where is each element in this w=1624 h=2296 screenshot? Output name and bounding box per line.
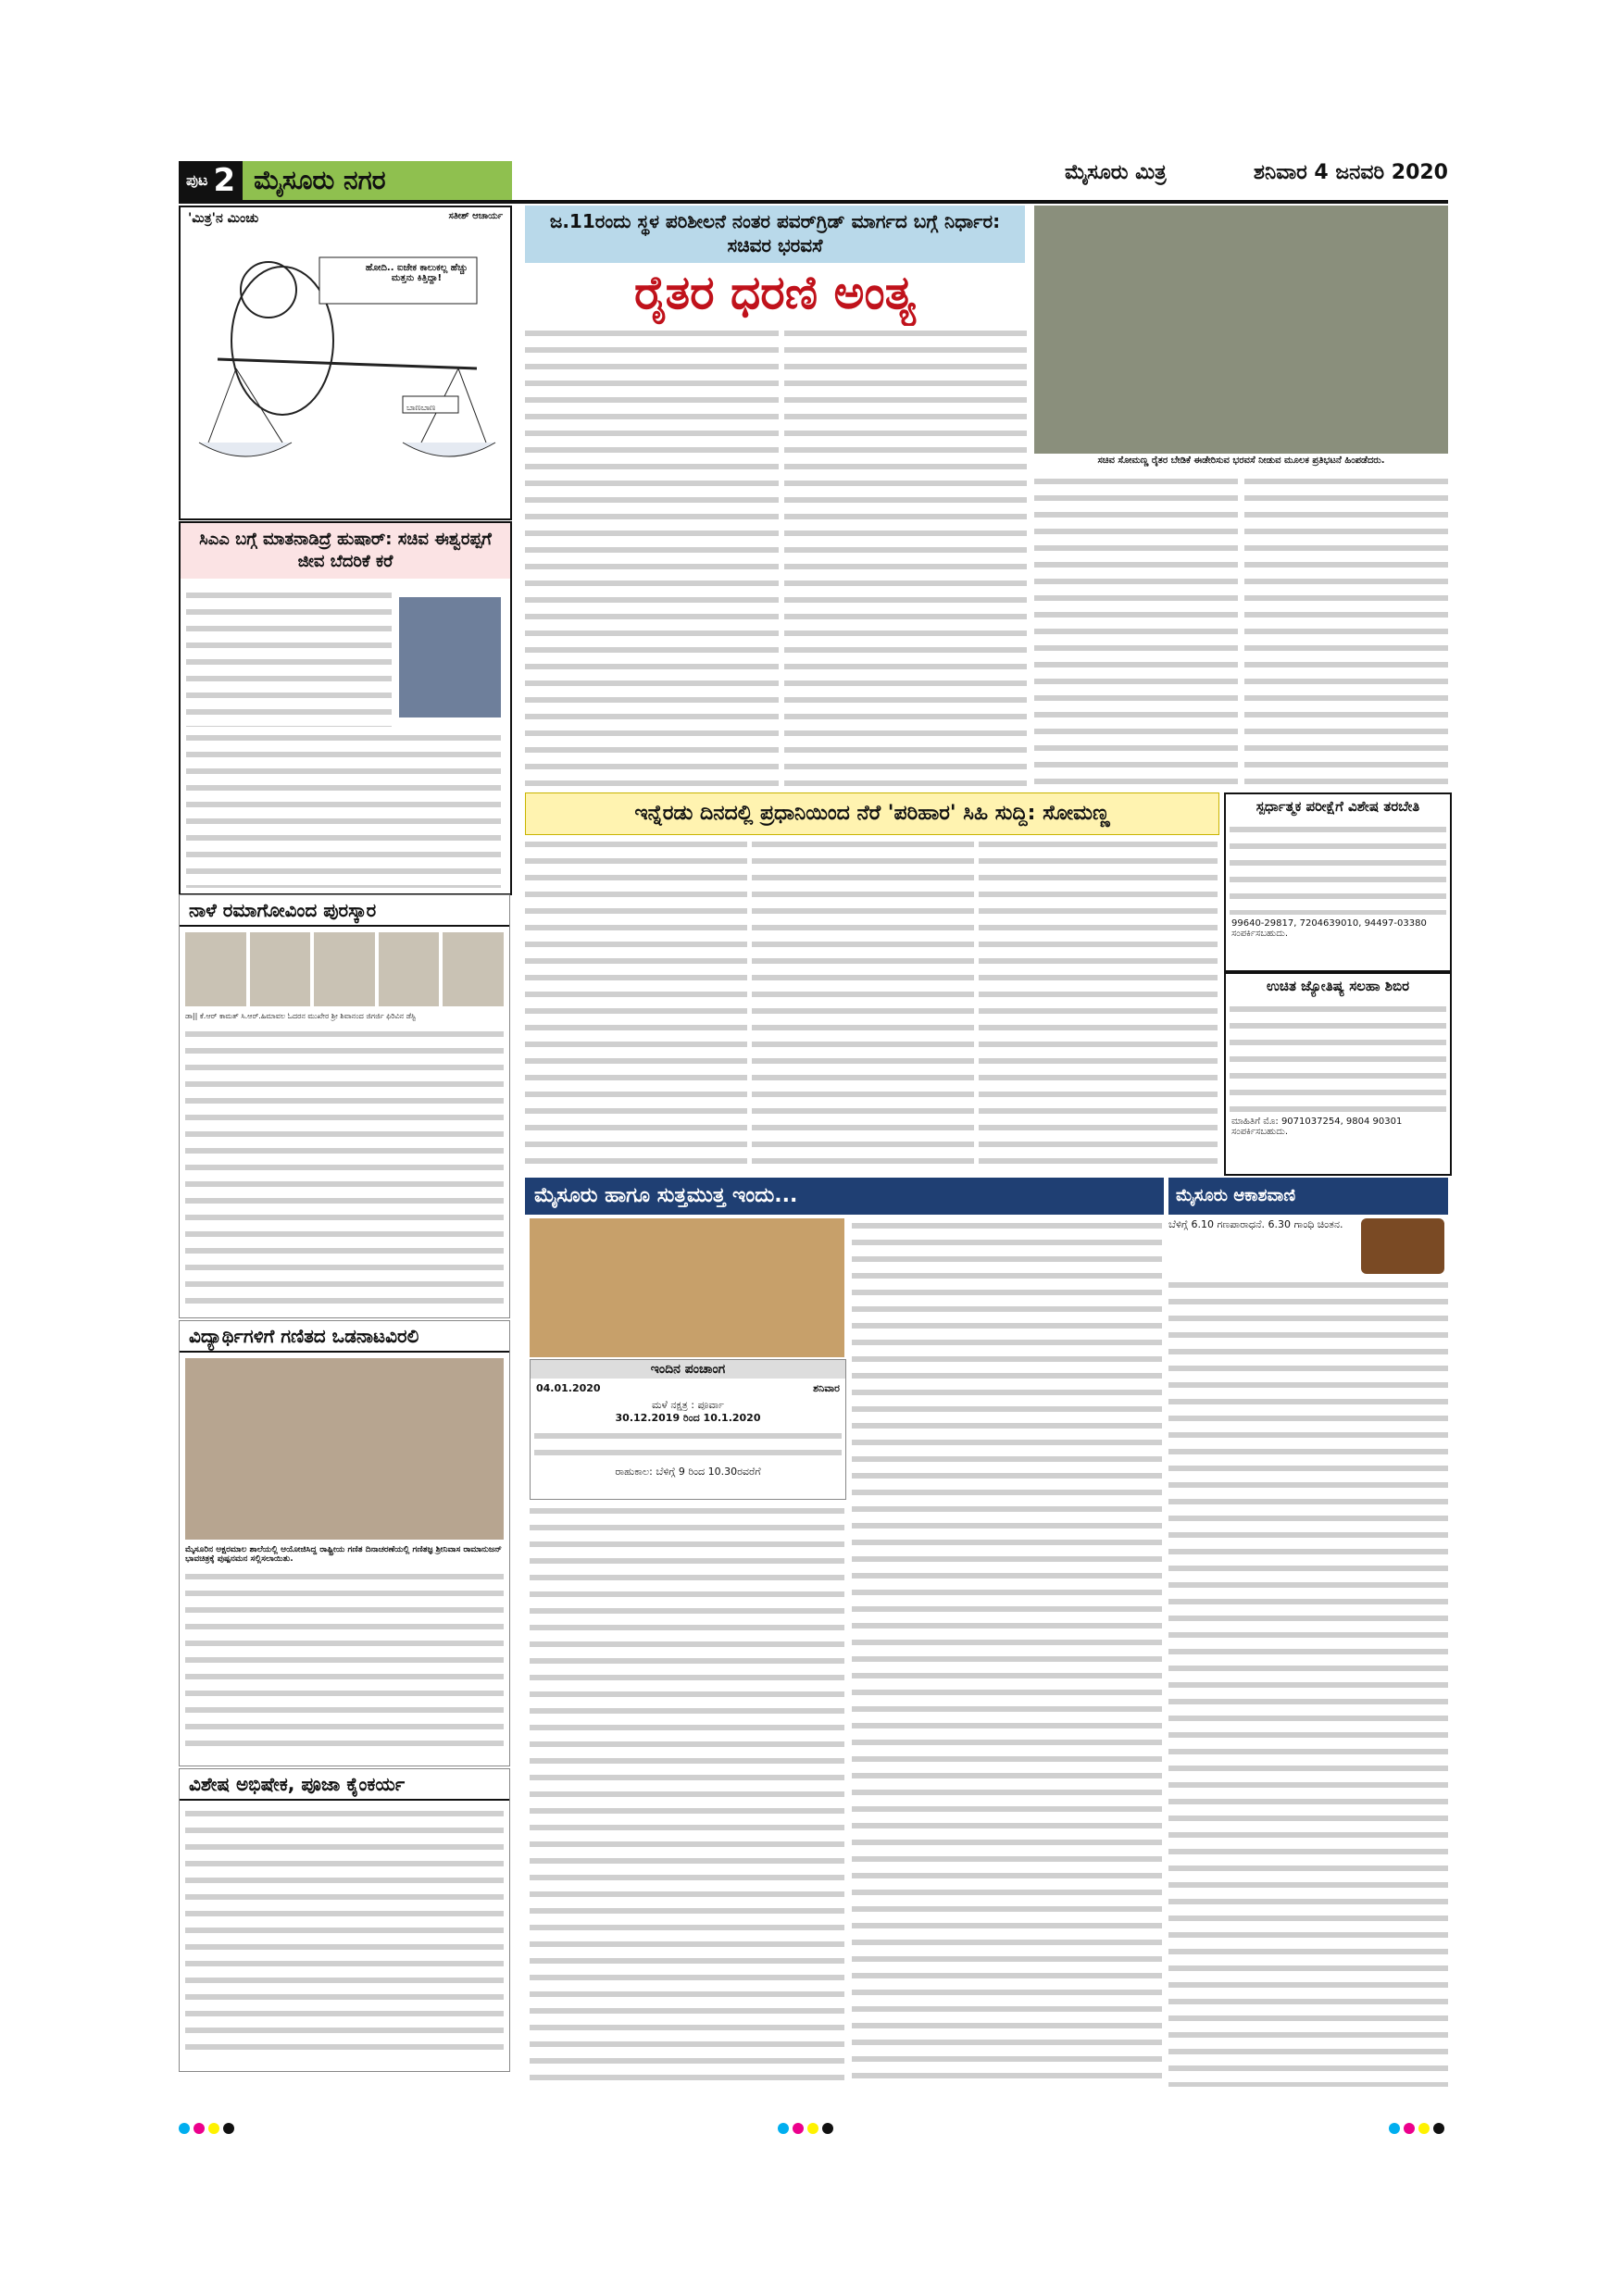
story-math-photo bbox=[185, 1358, 504, 1540]
page-header-bar bbox=[179, 161, 512, 200]
cartoon-speech-bubble: ಹೋದಿ.. ಐಜೇಕ ಕಾಲುಕಲ್ಲ ಹೆಚ್ಚು ಮತ್ತನು ಕಿತ್ತಿದ್ದಾ! bbox=[365, 263, 468, 283]
cyan-dot-icon bbox=[179, 2123, 190, 2134]
panchanga-date: 04.01.2020 bbox=[536, 1382, 601, 1394]
cartoon-box bbox=[179, 206, 512, 520]
panchanga-line2: 30.12.2019 ರಿಂದ 10.1.2020 bbox=[615, 1412, 761, 1424]
story-math-body bbox=[185, 1569, 504, 1754]
box-exam-coaching bbox=[1224, 792, 1452, 972]
page-number: 2 bbox=[213, 162, 236, 199]
black-dot-icon bbox=[1433, 2123, 1444, 2134]
lead-photo-caption: ಸಚಿವ ಸೋಮಣ್ಣ ರೈತರ ಬೇಡಿಕೆ ಈಡೇರಿಸುವ ಭರವಸೆ ನೀಡುವ ಮೂಲಕ ಪ್ರತಿಭಟನೆ ಹಿಂಪಡೆದರು. bbox=[1097, 455, 1385, 466]
magenta-dot-icon bbox=[793, 2123, 804, 2134]
story-pm-headline: ಇನ್ನೆರಡು ದಿನದಲ್ಲಿ ಪ್ರಧಾನಿಯಿಂದ ನೆರೆ 'ಪರಿಹಾರ' ಸಿಹಿ ಸುದ್ದಿ: ಸೋಮಣ್ಣ bbox=[525, 792, 1219, 835]
lead-body-col1 bbox=[525, 326, 779, 789]
lead-kicker-box bbox=[525, 206, 1025, 263]
story-rama-caption: ಡಾ|| ಕೆ.ಆರ್ ಕಾಮತ್ ಸಿ.ಆರ್.ಹಿಮಾವಲ ಓದರನ ಮುಖೇರ ಶ್ರೀ ಶಿವಾನಂದ ಜಿಗರ್ಜಿ ಫಿರಿವಿನ ಡೆಸ್ಟಿ bbox=[185, 1012, 416, 1020]
page-label: ಪುಟ bbox=[186, 171, 208, 189]
palace-photo bbox=[530, 1218, 844, 1357]
story-math bbox=[179, 1320, 510, 1766]
astro-body bbox=[1230, 1002, 1446, 1113]
awardee-photos bbox=[180, 927, 509, 1012]
cartoon-scale-label: ಬಾಣಬಾಣ bbox=[406, 404, 436, 413]
story-cia-photo bbox=[399, 597, 501, 718]
astro-title: ಉಚಿತ ಜ್ಯೋತಿಷ್ಯ ಸಲಹಾ ಶಿಬಿರ bbox=[1266, 978, 1410, 994]
registration-dots-left bbox=[179, 2120, 238, 2138]
awardee-photo bbox=[379, 932, 440, 1006]
panchanga-line3: ರಾಹುಕಾಲ: ಬೆಳಿಗ್ಗೆ 9 ರಿಂದ 10.30ರವರೆಗೆ bbox=[615, 1466, 761, 1478]
magenta-dot-icon bbox=[194, 2123, 205, 2134]
dateline: ಶನಿವಾರ 4 ಜನವರಿ 2020 bbox=[1253, 161, 1448, 184]
yellow-dot-icon bbox=[807, 2123, 818, 2134]
story-cia-headline: ಸಿಎಎ ಬಗ್ಗೆ ಮಾತನಾಡಿದ್ರೆ ಹುಷಾರ್: ಸಚಿವ ಈಶ್ವರಪ್ಪಗೆ ಜೀವ ಬೆದರಿಕೆ ಕರೆ bbox=[181, 523, 510, 579]
awardee-photo bbox=[185, 932, 246, 1006]
cyan-dot-icon bbox=[778, 2123, 789, 2134]
lead-body-col4 bbox=[1244, 474, 1448, 789]
awardee-photo bbox=[443, 932, 504, 1006]
page-number-box bbox=[179, 161, 243, 200]
lead-body-col3 bbox=[1034, 474, 1238, 789]
story-abhisheka-body bbox=[185, 1806, 504, 2056]
story-rama bbox=[179, 894, 510, 1318]
story-math-headline: ವಿದ್ಯಾರ್ಥಿಗಳಿಗೆ ಗಣಿತದ ಒಡನಾಟವಿರಲಿ bbox=[180, 1321, 509, 1353]
lead-photo bbox=[1034, 206, 1448, 454]
yellow-dot-icon bbox=[208, 2123, 219, 2134]
story-pm-col1 bbox=[525, 837, 747, 1172]
exam-body bbox=[1230, 822, 1446, 915]
story-abhisheka-headline: ವಿಶೇಷ ಅಭಿಷೇಕ, ಪೂಜಾ ಕೈಂಕರ್ಯ bbox=[180, 1769, 509, 1801]
cartoon-title: 'ಮಿತ್ರ'ನ ಮಿಂಚು bbox=[188, 211, 259, 226]
awardee-photo bbox=[314, 932, 375, 1006]
story-rama-body bbox=[185, 1027, 504, 1304]
panchanga-box bbox=[530, 1359, 846, 1500]
header-rule bbox=[179, 200, 1448, 204]
radio-icon bbox=[1361, 1218, 1444, 1274]
radio-title: ಮೈಸೂರು ಆಕಾಶವಾಣಿ bbox=[1168, 1178, 1448, 1215]
awardee-photo bbox=[250, 932, 311, 1006]
story-pm-col3 bbox=[979, 837, 1218, 1172]
cartoon-credit: ಸತೀಶ್ ಆಚಾರ್ಯ bbox=[448, 211, 503, 221]
panchanga-body bbox=[534, 1429, 842, 1462]
story-cia-body bbox=[186, 730, 501, 888]
astro-phones: ಮಾಹಿತಿಗೆ ಮೊ: 9071037254, 9804 90301 ಸಂಪರ್ಕಿಸಬಹುದು. bbox=[1231, 1117, 1403, 1137]
story-cia bbox=[179, 521, 512, 895]
radio-body bbox=[1168, 1278, 1448, 2087]
masthead: ಮೈಸೂರು ಮಿತ್ರ bbox=[1065, 161, 1167, 184]
story-pm-col2 bbox=[752, 837, 974, 1172]
panchanga-day: ಶನಿವಾರ bbox=[813, 1382, 840, 1394]
black-dot-icon bbox=[223, 2123, 234, 2134]
today-col2 bbox=[852, 1218, 1162, 2087]
panchanga-line1: ಮಳೆ ನಕ್ಷತ್ರ : ಪೂರ್ವಾ bbox=[652, 1399, 724, 1411]
cyan-dot-icon bbox=[1389, 2123, 1400, 2134]
black-dot-icon bbox=[822, 2123, 833, 2134]
registration-dots-right bbox=[1389, 2120, 1448, 2138]
lead-kicker: ಜ.11ರಂದು ಸ್ಥಳ ಪರಿಶೀಲನೆ ನಂತರ ಪವರ್‌ಗ್ರಿಡ್ ಮಾರ್ಗದ ಬಗ್ಗೆ ನಿರ್ಧಾರ: ಸಚಿವರ ಭರವಸೆ bbox=[549, 210, 1001, 256]
yellow-dot-icon bbox=[1418, 2123, 1430, 2134]
story-abhisheka bbox=[179, 1768, 510, 2072]
registration-dots-center bbox=[778, 2120, 837, 2138]
magenta-dot-icon bbox=[1404, 2123, 1415, 2134]
radio-morning: ಬೆಳಿಗ್ಗೆ 6.10 ಗಣಪಾರಾಧನೆ. 6.30 ಗಾಂಧಿ ಚಿಂತನ. bbox=[1168, 1218, 1343, 1230]
section-name: ಮೈಸೂರು ನಗರ bbox=[254, 165, 386, 195]
story-cia-body-top bbox=[186, 588, 392, 727]
story-rama-headline: ನಾಳೆ ರಮಾಗೋವಿಂದ ಪುರಸ್ಕಾರ bbox=[180, 895, 509, 927]
box-astrology bbox=[1224, 972, 1452, 1176]
panchanga-title: ಇಂದಿನ ಪಂಚಾಂಗ bbox=[531, 1360, 845, 1379]
today-col1 bbox=[530, 1504, 844, 2087]
exam-phones: 99640-29817, 7204639010, 94497-03380 ಸಂಪರ್ಕಿಸಬಹುದು. bbox=[1231, 918, 1427, 939]
lead-body-col2 bbox=[784, 326, 1027, 789]
today-title: ಮೈಸೂರು ಹಾಗೂ ಸುತ್ತಮುತ್ತ ಇಂದು... bbox=[525, 1178, 1164, 1215]
story-math-caption: ಮೈಸೂರಿನ ಅಕ್ಷರಮಾಲ ಶಾಲೆಯಲ್ಲಿ ಆಯೋಜಿಸಿದ್ದ ರಾಷ್ಟ್ರೀಯ ಗಣಿತ ದಿನಾಚರಣೆಯಲ್ಲಿ ಗಣಿತಜ್ಞ ಶ್ರೀನಿವಾಸ ರಾಮಾನುಜನ್ ಭಾವಚಿತ್ರಕ್ಕೆ ಪುಷ್ಪನಮನ ಸಲ್ಲಿಸಲಾಯಿತು. bbox=[185, 1545, 502, 1564]
lead-headline: ರೈತರ ಧರಣಿ ಅಂತ್ಯ bbox=[633, 266, 917, 319]
exam-title: ಸ್ಪರ್ಧಾತ್ಮಕ ಪರೀಕ್ಷೆಗೆ ವಿಶೇಷ ತರಬೇತಿ bbox=[1255, 798, 1420, 815]
